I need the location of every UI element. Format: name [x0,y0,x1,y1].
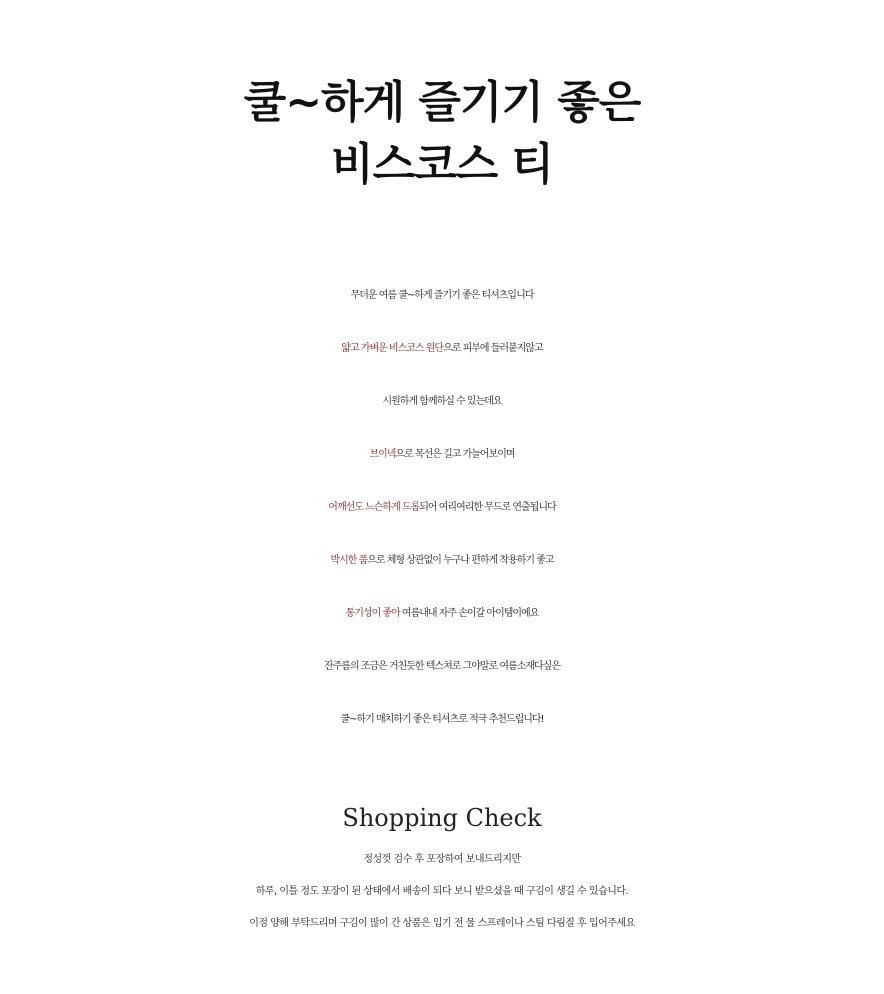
description-highlight: 어깨선도 느슨하게 드롭 [328,502,420,513]
description-line [0,649,884,685]
description-text: 쿨~하기 매치하기 좋은 티셔츠로 적극 추천드립니다! [340,714,544,725]
description-text: 무더운 여름 쿨~하게 즐기기 좋은 티셔츠입니다 [350,290,534,301]
description-text: 여름내내 자주 손이갈 아이템이예요 [399,608,539,619]
description-text: 으로 피부에 들러붙지않고 [443,343,543,354]
description-text: 되어 여리여리한 무드로 연출됩니다 [419,502,556,513]
description-highlight: 박시한 품 [330,555,368,566]
description-highlight: 통기성이 좋아 [345,608,400,619]
description-text: 잔주름의 조금은 거친듯한 텍스쳐로 그야말로 여름소재다싶은 [323,661,561,672]
description-text: 으로 목선은 길고 가늘어보이며 [395,449,515,460]
description-line [0,437,884,473]
description-line [0,596,884,632]
headline-line-2: 비스코스 티 [331,139,553,190]
shopping-check-line: 하루, 이틀 정도 포장이 된 상태에서 배송이 되다 보니 받으셨을 때 구김이 생길 수 있습니다. [255,886,629,897]
description-text: 으로 체형 상관없이 누구나 편하게 착용하기 좋고 [367,555,554,566]
description-line [0,543,884,579]
description-line [0,490,884,526]
headline-line-1: 쿨~하게 즐기기 좋은 [243,77,641,128]
shopping-check-title: Shopping Check [342,804,542,832]
description-text: 시원하게 함께하실 수 있는데요 [382,396,502,407]
description-line [0,702,884,738]
shopping-check-line: 이점 양해 부탁드리며 구김이 많이 간 상품은 입기 전 물 스프레이나 스팀 다림질 후 입어주세요 [249,918,635,929]
shopping-check-line: 정성껏 검수 후 포장하여 보내드리지만 [363,854,521,865]
description-line [0,384,884,420]
description-line [0,331,884,367]
description-highlight: 브이넥 [369,449,396,460]
description-line [0,278,884,314]
description-highlight: 얇고 가벼운 비스코스 원단 [341,343,444,354]
